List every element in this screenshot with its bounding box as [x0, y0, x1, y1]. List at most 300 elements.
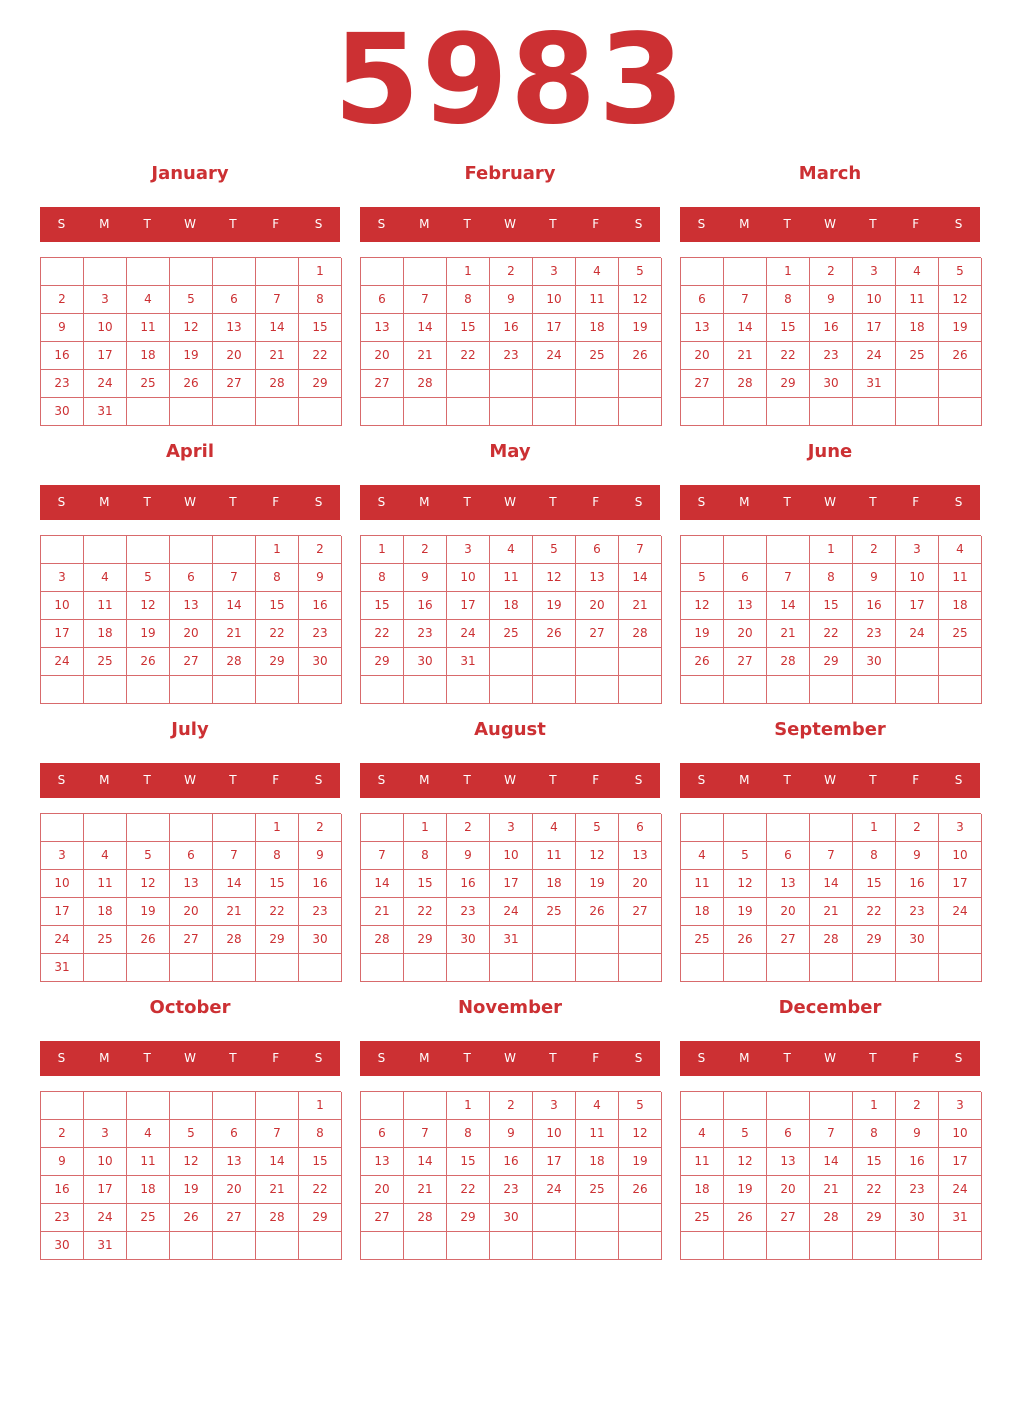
- weekday-label: W: [184, 495, 196, 509]
- day-cell: 23: [810, 342, 853, 370]
- day-cell: 12: [724, 1148, 767, 1176]
- day-cell: 4: [896, 258, 939, 286]
- day-cell: 2: [853, 536, 896, 564]
- day-grid: [40, 257, 341, 426]
- day-cell: 7: [810, 1120, 853, 1148]
- day-cell: 30: [41, 398, 84, 426]
- empty-day-cell: [724, 676, 767, 704]
- day-cell: 25: [896, 342, 939, 370]
- weekday-label: T: [463, 1051, 471, 1065]
- weekday-label: T: [229, 217, 237, 231]
- day-cell: 24: [939, 898, 982, 926]
- empty-day-cell: [256, 398, 299, 426]
- day-cell: 2: [490, 258, 533, 286]
- empty-day-cell: [896, 648, 939, 676]
- day-cell: 29: [256, 926, 299, 954]
- day-cell: 9: [447, 842, 490, 870]
- day-cell: 15: [447, 314, 490, 342]
- day-cell: 28: [767, 648, 810, 676]
- empty-day-cell: [299, 1232, 342, 1260]
- day-cell: 13: [724, 592, 767, 620]
- day-cell: 23: [490, 1176, 533, 1204]
- day-cell: 9: [404, 564, 447, 592]
- day-cell: 9: [299, 842, 342, 870]
- day-cell: 26: [170, 1204, 213, 1232]
- day-cell: 28: [810, 1204, 853, 1232]
- weekday-label: S: [954, 495, 963, 509]
- day-cell: 24: [447, 620, 490, 648]
- day-cell: 6: [213, 1120, 256, 1148]
- day-cell: 16: [41, 342, 84, 370]
- day-grid: [40, 813, 341, 982]
- day-cell: 26: [724, 926, 767, 954]
- day-cell: 27: [361, 1204, 404, 1232]
- empty-day-cell: [576, 398, 619, 426]
- empty-day-cell: [490, 1232, 533, 1260]
- day-cell: 14: [213, 870, 256, 898]
- empty-day-cell: [767, 676, 810, 704]
- day-cell: 21: [810, 1176, 853, 1204]
- empty-day-cell: [447, 954, 490, 982]
- empty-day-cell: [170, 1232, 213, 1260]
- weekday-label: S: [697, 495, 706, 509]
- day-cell: 6: [170, 564, 213, 592]
- day-cell: 31: [939, 1204, 982, 1232]
- day-cell: 27: [213, 370, 256, 398]
- month-name: July: [171, 719, 209, 740]
- empty-day-cell: [84, 1092, 127, 1120]
- day-cell: 20: [724, 620, 767, 648]
- day-cell: 11: [127, 1148, 170, 1176]
- empty-day-cell: [576, 370, 619, 398]
- day-cell: 22: [299, 1176, 342, 1204]
- empty-day-cell: [939, 398, 982, 426]
- empty-day-cell: [896, 1232, 939, 1260]
- day-cell: 7: [767, 564, 810, 592]
- day-cell: 11: [490, 564, 533, 592]
- day-cell: 15: [767, 314, 810, 342]
- day-cell: 21: [724, 342, 767, 370]
- day-cell: 15: [853, 870, 896, 898]
- day-cell: 15: [299, 1148, 342, 1176]
- empty-day-cell: [127, 258, 170, 286]
- day-cell: 5: [170, 286, 213, 314]
- month-name: February: [464, 163, 556, 184]
- weekday-header: [360, 207, 660, 242]
- empty-day-cell: [41, 1092, 84, 1120]
- day-cell: 21: [767, 620, 810, 648]
- day-cell: 8: [404, 842, 447, 870]
- day-cell: 14: [361, 870, 404, 898]
- day-cell: 28: [404, 370, 447, 398]
- weekday-header: [40, 207, 340, 242]
- empty-day-cell: [490, 676, 533, 704]
- weekday-label: S: [57, 773, 66, 787]
- day-cell: 14: [767, 592, 810, 620]
- day-cell: 18: [681, 898, 724, 926]
- month-name: September: [774, 719, 886, 740]
- day-cell: 7: [361, 842, 404, 870]
- day-cell: 25: [127, 1204, 170, 1232]
- day-cell: 1: [299, 1092, 342, 1120]
- day-cell: 23: [490, 342, 533, 370]
- empty-day-cell: [896, 676, 939, 704]
- empty-day-cell: [767, 1232, 810, 1260]
- empty-day-cell: [619, 1204, 662, 1232]
- day-cell: 4: [84, 564, 127, 592]
- day-cell: 5: [681, 564, 724, 592]
- empty-day-cell: [127, 1092, 170, 1120]
- empty-day-cell: [767, 814, 810, 842]
- day-cell: 29: [767, 370, 810, 398]
- day-cell: 7: [213, 564, 256, 592]
- day-cell: 23: [404, 620, 447, 648]
- day-cell: 26: [619, 342, 662, 370]
- day-cell: 5: [724, 1120, 767, 1148]
- empty-day-cell: [170, 676, 213, 704]
- weekday-label: S: [377, 495, 386, 509]
- empty-day-cell: [447, 370, 490, 398]
- month-name: December: [778, 997, 882, 1018]
- day-cell: 5: [939, 258, 982, 286]
- day-grid: [360, 257, 661, 426]
- day-cell: 10: [939, 1120, 982, 1148]
- day-cell: 19: [681, 620, 724, 648]
- weekday-label: F: [272, 217, 280, 231]
- empty-day-cell: [404, 676, 447, 704]
- day-cell: 18: [576, 1148, 619, 1176]
- day-cell: 11: [939, 564, 982, 592]
- empty-day-cell: [533, 1232, 576, 1260]
- weekday-label: S: [697, 773, 706, 787]
- day-cell: 3: [533, 1092, 576, 1120]
- empty-day-cell: [853, 954, 896, 982]
- empty-day-cell: [170, 398, 213, 426]
- day-cell: 26: [939, 342, 982, 370]
- day-cell: 13: [361, 1148, 404, 1176]
- empty-day-cell: [84, 258, 127, 286]
- day-cell: 12: [619, 1120, 662, 1148]
- weekday-label: T: [549, 217, 557, 231]
- day-cell: 20: [361, 1176, 404, 1204]
- day-cell: 27: [361, 370, 404, 398]
- day-cell: 16: [490, 314, 533, 342]
- weekday-label: T: [869, 1051, 877, 1065]
- day-cell: 24: [41, 648, 84, 676]
- day-cell: 22: [447, 342, 490, 370]
- empty-day-cell: [127, 676, 170, 704]
- day-cell: 18: [896, 314, 939, 342]
- empty-day-cell: [41, 814, 84, 842]
- weekday-label: T: [549, 495, 557, 509]
- weekday-label: M: [419, 217, 430, 231]
- day-cell: 11: [896, 286, 939, 314]
- day-cell: 27: [170, 926, 213, 954]
- day-cell: 4: [576, 1092, 619, 1120]
- day-cell: 22: [256, 620, 299, 648]
- day-cell: 7: [619, 536, 662, 564]
- day-cell: 31: [447, 648, 490, 676]
- empty-day-cell: [256, 954, 299, 982]
- weekday-label: T: [143, 495, 151, 509]
- day-cell: 24: [896, 620, 939, 648]
- day-cell: 12: [127, 592, 170, 620]
- weekday-label: M: [739, 1051, 750, 1065]
- day-cell: 22: [767, 342, 810, 370]
- day-cell: 20: [170, 898, 213, 926]
- day-cell: 26: [127, 648, 170, 676]
- weekday-label: M: [739, 217, 750, 231]
- day-cell: 17: [939, 870, 982, 898]
- day-cell: 29: [256, 648, 299, 676]
- day-cell: 9: [41, 314, 84, 342]
- day-grid: [680, 813, 981, 982]
- weekday-label: F: [592, 217, 600, 231]
- month-name: January: [151, 163, 229, 184]
- day-cell: 24: [533, 342, 576, 370]
- day-cell: 4: [681, 1120, 724, 1148]
- day-cell: 15: [404, 870, 447, 898]
- weekday-label: T: [143, 217, 151, 231]
- day-cell: 20: [767, 898, 810, 926]
- day-cell: 4: [490, 536, 533, 564]
- weekday-label: F: [272, 773, 280, 787]
- day-cell: 2: [299, 536, 342, 564]
- day-cell: 13: [767, 1148, 810, 1176]
- day-cell: 2: [447, 814, 490, 842]
- weekday-label: S: [954, 773, 963, 787]
- empty-day-cell: [127, 1232, 170, 1260]
- day-cell: 10: [853, 286, 896, 314]
- empty-day-cell: [84, 814, 127, 842]
- day-cell: 10: [939, 842, 982, 870]
- empty-day-cell: [853, 1232, 896, 1260]
- day-cell: 2: [810, 258, 853, 286]
- day-cell: 29: [299, 370, 342, 398]
- empty-day-cell: [533, 648, 576, 676]
- month-name: May: [489, 441, 531, 462]
- day-cell: 19: [533, 592, 576, 620]
- day-cell: 21: [256, 342, 299, 370]
- day-cell: 27: [724, 648, 767, 676]
- day-cell: 19: [127, 898, 170, 926]
- weekday-label: S: [314, 217, 323, 231]
- day-cell: 31: [84, 398, 127, 426]
- day-cell: 24: [533, 1176, 576, 1204]
- month-name: August: [474, 719, 546, 740]
- day-cell: 3: [939, 814, 982, 842]
- empty-day-cell: [256, 1092, 299, 1120]
- empty-day-cell: [361, 676, 404, 704]
- empty-day-cell: [896, 370, 939, 398]
- day-cell: 17: [896, 592, 939, 620]
- empty-day-cell: [724, 398, 767, 426]
- day-cell: 13: [213, 314, 256, 342]
- weekday-label: S: [377, 773, 386, 787]
- empty-day-cell: [767, 398, 810, 426]
- empty-day-cell: [41, 536, 84, 564]
- day-cell: 12: [681, 592, 724, 620]
- weekday-header: [680, 763, 980, 798]
- weekday-label: M: [739, 495, 750, 509]
- day-cell: 14: [724, 314, 767, 342]
- day-cell: 16: [810, 314, 853, 342]
- day-cell: 9: [490, 286, 533, 314]
- empty-day-cell: [681, 954, 724, 982]
- day-cell: 26: [724, 1204, 767, 1232]
- weekday-label: S: [377, 1051, 386, 1065]
- day-cell: 19: [576, 870, 619, 898]
- weekday-label: F: [912, 217, 920, 231]
- day-cell: 31: [490, 926, 533, 954]
- weekday-label: W: [824, 495, 836, 509]
- day-cell: 16: [404, 592, 447, 620]
- day-cell: 4: [127, 286, 170, 314]
- day-cell: 7: [404, 1120, 447, 1148]
- day-cell: 18: [533, 870, 576, 898]
- empty-day-cell: [404, 954, 447, 982]
- weekday-label: T: [783, 1051, 791, 1065]
- empty-day-cell: [213, 954, 256, 982]
- day-cell: 28: [361, 926, 404, 954]
- day-cell: 12: [576, 842, 619, 870]
- weekday-label: S: [57, 1051, 66, 1065]
- empty-day-cell: [619, 954, 662, 982]
- empty-day-cell: [533, 954, 576, 982]
- weekday-label: S: [314, 773, 323, 787]
- day-cell: 25: [576, 342, 619, 370]
- day-cell: 1: [299, 258, 342, 286]
- day-cell: 22: [361, 620, 404, 648]
- weekday-label: M: [419, 495, 430, 509]
- day-cell: 3: [533, 258, 576, 286]
- day-cell: 1: [361, 536, 404, 564]
- day-cell: 25: [84, 926, 127, 954]
- day-cell: 4: [576, 258, 619, 286]
- day-cell: 22: [853, 898, 896, 926]
- empty-day-cell: [681, 258, 724, 286]
- day-cell: 28: [619, 620, 662, 648]
- day-cell: 11: [84, 592, 127, 620]
- day-cell: 17: [490, 870, 533, 898]
- empty-day-cell: [681, 814, 724, 842]
- day-cell: 23: [41, 370, 84, 398]
- weekday-label: F: [272, 1051, 280, 1065]
- day-cell: 13: [576, 564, 619, 592]
- empty-day-cell: [361, 1232, 404, 1260]
- empty-day-cell: [213, 536, 256, 564]
- day-cell: 26: [681, 648, 724, 676]
- empty-day-cell: [767, 954, 810, 982]
- empty-day-cell: [533, 1204, 576, 1232]
- day-cell: 19: [724, 898, 767, 926]
- day-cell: 4: [681, 842, 724, 870]
- day-cell: 11: [127, 314, 170, 342]
- empty-day-cell: [533, 676, 576, 704]
- day-cell: 1: [404, 814, 447, 842]
- day-cell: 8: [361, 564, 404, 592]
- day-cell: 13: [619, 842, 662, 870]
- empty-day-cell: [170, 536, 213, 564]
- day-cell: 10: [41, 592, 84, 620]
- empty-day-cell: [84, 676, 127, 704]
- day-cell: 5: [170, 1120, 213, 1148]
- day-cell: 30: [810, 370, 853, 398]
- empty-day-cell: [619, 676, 662, 704]
- empty-day-cell: [810, 398, 853, 426]
- day-cell: 17: [84, 1176, 127, 1204]
- day-cell: 19: [170, 342, 213, 370]
- weekday-label: S: [954, 1051, 963, 1065]
- empty-day-cell: [404, 1092, 447, 1120]
- weekday-label: W: [824, 217, 836, 231]
- weekday-label: T: [463, 495, 471, 509]
- weekday-label: S: [314, 495, 323, 509]
- day-cell: 15: [299, 314, 342, 342]
- empty-day-cell: [256, 676, 299, 704]
- day-cell: 19: [724, 1176, 767, 1204]
- day-cell: 9: [41, 1148, 84, 1176]
- empty-day-cell: [533, 398, 576, 426]
- day-cell: 12: [127, 870, 170, 898]
- day-cell: 30: [41, 1232, 84, 1260]
- day-cell: 18: [127, 1176, 170, 1204]
- day-cell: 28: [404, 1204, 447, 1232]
- day-cell: 1: [767, 258, 810, 286]
- empty-day-cell: [576, 1232, 619, 1260]
- day-cell: 1: [447, 258, 490, 286]
- day-cell: 9: [896, 842, 939, 870]
- day-grid: [680, 257, 981, 426]
- day-cell: 15: [256, 870, 299, 898]
- day-cell: 29: [447, 1204, 490, 1232]
- day-cell: 16: [490, 1148, 533, 1176]
- day-cell: 23: [299, 898, 342, 926]
- day-cell: 23: [896, 1176, 939, 1204]
- day-cell: 15: [447, 1148, 490, 1176]
- empty-day-cell: [939, 1232, 982, 1260]
- empty-day-cell: [724, 954, 767, 982]
- weekday-label: S: [314, 1051, 323, 1065]
- day-cell: 3: [853, 258, 896, 286]
- day-grid: [680, 535, 981, 704]
- empty-day-cell: [490, 370, 533, 398]
- day-cell: 29: [361, 648, 404, 676]
- day-cell: 13: [213, 1148, 256, 1176]
- weekday-label: S: [697, 217, 706, 231]
- empty-day-cell: [213, 258, 256, 286]
- day-cell: 17: [853, 314, 896, 342]
- day-cell: 28: [256, 370, 299, 398]
- year-title: 5983: [333, 8, 687, 152]
- weekday-header: [680, 1041, 980, 1076]
- day-cell: 6: [681, 286, 724, 314]
- day-grid: [360, 813, 661, 982]
- day-cell: 8: [853, 1120, 896, 1148]
- day-cell: 3: [84, 286, 127, 314]
- day-cell: 9: [853, 564, 896, 592]
- day-cell: 16: [896, 1148, 939, 1176]
- day-cell: 5: [533, 536, 576, 564]
- day-cell: 25: [533, 898, 576, 926]
- weekday-label: T: [783, 773, 791, 787]
- weekday-label: F: [912, 773, 920, 787]
- day-cell: 6: [724, 564, 767, 592]
- day-cell: 14: [810, 870, 853, 898]
- day-cell: 30: [299, 926, 342, 954]
- empty-day-cell: [576, 926, 619, 954]
- day-cell: 20: [576, 592, 619, 620]
